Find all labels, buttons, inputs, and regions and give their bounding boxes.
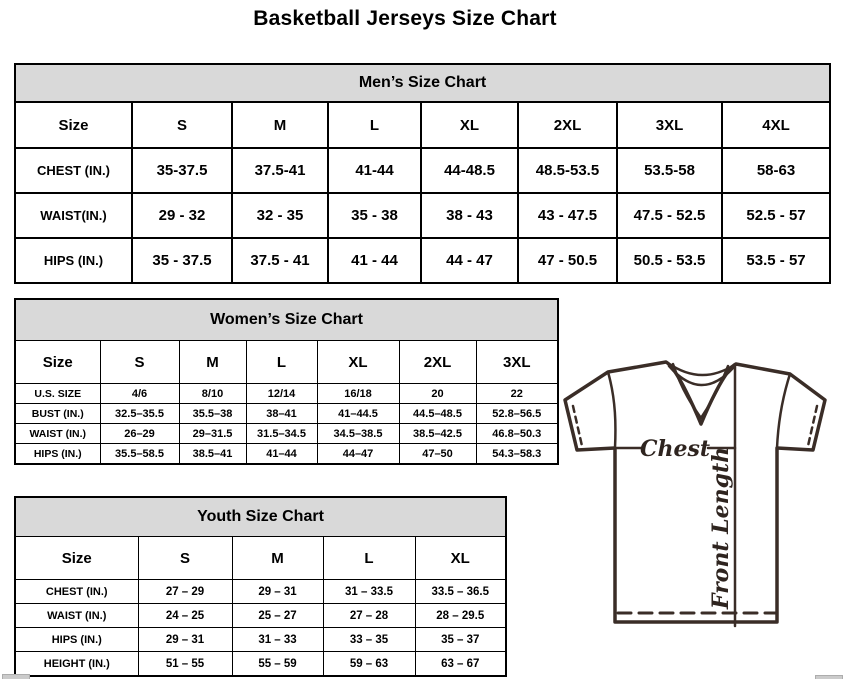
value-cell: 33 – 35 [323, 628, 415, 652]
value-cell: 53.5 - 57 [722, 238, 830, 283]
value-cell: 24 – 25 [138, 604, 232, 628]
value-cell: 37.5 - 41 [232, 238, 328, 283]
row-label: HIPS (IN.) [15, 444, 100, 465]
row-label: HEIGHT (IN.) [15, 652, 138, 677]
value-cell: 35 - 38 [328, 193, 421, 238]
youth-table-header: Youth Size Chart [15, 497, 506, 537]
size-header-cell: S [132, 102, 232, 148]
value-cell: 47.5 - 52.5 [617, 193, 722, 238]
table-row [15, 238, 830, 283]
table-row [15, 193, 830, 238]
size-header-cell: 4XL [722, 102, 830, 148]
value-cell: 59 – 63 [323, 652, 415, 677]
table-row [15, 580, 506, 604]
value-cell: 37.5-41 [232, 148, 328, 193]
value-cell: 29–31.5 [179, 424, 246, 444]
value-cell: 35.5–58.5 [100, 444, 179, 465]
value-cell: 51 – 55 [138, 652, 232, 677]
value-cell: 47 - 50.5 [518, 238, 617, 283]
value-cell: 27 – 28 [323, 604, 415, 628]
row-label: BUST (IN.) [15, 404, 100, 424]
mens-table-header: Men’s Size Chart [15, 64, 830, 102]
value-cell: 16/18 [317, 384, 399, 404]
row-label: HIPS (IN.) [15, 628, 138, 652]
value-cell: 53.5-58 [617, 148, 722, 193]
womens-table-header: Women’s Size Chart [15, 299, 558, 341]
size-header-cell: 2XL [518, 102, 617, 148]
value-cell: 34.5–38.5 [317, 424, 399, 444]
value-cell: 48.5-53.5 [518, 148, 617, 193]
table-row [15, 148, 830, 193]
value-cell: 28 – 29.5 [415, 604, 506, 628]
value-cell: 38.5–42.5 [399, 424, 476, 444]
row-label: CHEST (IN.) [15, 148, 132, 193]
size-header-cell: S [138, 537, 232, 580]
value-cell: 29 – 31 [138, 628, 232, 652]
value-cell: 35 – 37 [415, 628, 506, 652]
value-cell: 52.8–56.5 [476, 404, 558, 424]
size-header-cell: 2XL [399, 341, 476, 384]
value-cell: 33.5 – 36.5 [415, 580, 506, 604]
table-row [15, 497, 506, 537]
page-title: Basketball Jerseys Size Chart [253, 7, 557, 30]
value-cell: 38.5–41 [179, 444, 246, 465]
value-cell: 35 - 37.5 [132, 238, 232, 283]
jersey-outline [565, 362, 825, 622]
size-header-cell: M [232, 102, 328, 148]
value-cell: 4/6 [100, 384, 179, 404]
size-header-cell: L [328, 102, 421, 148]
value-cell: 8/10 [179, 384, 246, 404]
value-cell: 41 - 44 [328, 238, 421, 283]
value-cell: 29 - 32 [132, 193, 232, 238]
table-row [15, 652, 506, 677]
size-header-cell: L [323, 537, 415, 580]
value-cell: 26–29 [100, 424, 179, 444]
row-label: WAIST (IN.) [15, 424, 100, 444]
size-header-cell: M [179, 341, 246, 384]
size-header-cell: XL [317, 341, 399, 384]
armhole-seam-left [608, 372, 615, 448]
value-cell: 32.5–35.5 [100, 404, 179, 424]
size-column-header: Size [15, 341, 100, 384]
table-row [15, 384, 558, 404]
value-cell: 44–47 [317, 444, 399, 465]
table-row [15, 341, 558, 384]
value-cell: 63 – 67 [415, 652, 506, 677]
value-cell: 25 – 27 [232, 604, 323, 628]
value-cell: 29 – 31 [232, 580, 323, 604]
table-row [15, 604, 506, 628]
table-row [15, 424, 558, 444]
value-cell: 27 – 29 [138, 580, 232, 604]
row-label: CHEST (IN.) [15, 580, 138, 604]
table-row [15, 64, 830, 102]
value-cell: 41–44 [246, 444, 317, 465]
value-cell: 47–50 [399, 444, 476, 465]
value-cell: 38–41 [246, 404, 317, 424]
value-cell: 31 – 33.5 [323, 580, 415, 604]
youth-size-table [14, 496, 507, 677]
scrollbar-fragment-right[interactable] [815, 675, 843, 679]
size-header-cell: M [232, 537, 323, 580]
table-row [15, 299, 558, 341]
value-cell: 44 - 47 [421, 238, 518, 283]
value-cell: 41-44 [328, 148, 421, 193]
table-row [15, 102, 830, 148]
table-row [15, 404, 558, 424]
womens-size-table [14, 298, 559, 465]
value-cell: 12/14 [246, 384, 317, 404]
size-header-cell: L [246, 341, 317, 384]
value-cell: 35-37.5 [132, 148, 232, 193]
table-row [15, 444, 558, 465]
front-length-label: Front Length [708, 446, 734, 610]
value-cell: 54.3–58.3 [476, 444, 558, 465]
mens-size-table [14, 63, 831, 284]
value-cell: 20 [399, 384, 476, 404]
jersey-measurement-diagram [556, 356, 843, 656]
row-label: HIPS (IN.) [15, 238, 132, 283]
size-header-cell: XL [421, 102, 518, 148]
value-cell: 58-63 [722, 148, 830, 193]
value-cell: 38 - 43 [421, 193, 518, 238]
value-cell: 52.5 - 57 [722, 193, 830, 238]
table-row [15, 628, 506, 652]
value-cell: 41–44.5 [317, 404, 399, 424]
value-cell: 50.5 - 53.5 [617, 238, 722, 283]
size-header-cell: 3XL [476, 341, 558, 384]
size-column-header: Size [15, 537, 138, 580]
value-cell: 44-48.5 [421, 148, 518, 193]
value-cell: 22 [476, 384, 558, 404]
armhole-seam-right [777, 374, 790, 448]
table-row [15, 537, 506, 580]
value-cell: 32 - 35 [232, 193, 328, 238]
value-cell: 46.8–50.3 [476, 424, 558, 444]
value-cell: 31 – 33 [232, 628, 323, 652]
row-label: WAIST(IN.) [15, 193, 132, 238]
row-label: U.S. SIZE [15, 384, 100, 404]
value-cell: 55 – 59 [232, 652, 323, 677]
size-header-cell: 3XL [617, 102, 722, 148]
value-cell: 31.5–34.5 [246, 424, 317, 444]
scrollbar-fragment-left[interactable] [2, 674, 30, 679]
size-header-cell: S [100, 341, 179, 384]
value-cell: 35.5–38 [179, 404, 246, 424]
chest-label: Chest [639, 436, 711, 462]
value-cell: 43 - 47.5 [518, 193, 617, 238]
row-label: WAIST (IN.) [15, 604, 138, 628]
size-header-cell: XL [415, 537, 506, 580]
size-column-header: Size [15, 102, 132, 148]
value-cell: 44.5–48.5 [399, 404, 476, 424]
